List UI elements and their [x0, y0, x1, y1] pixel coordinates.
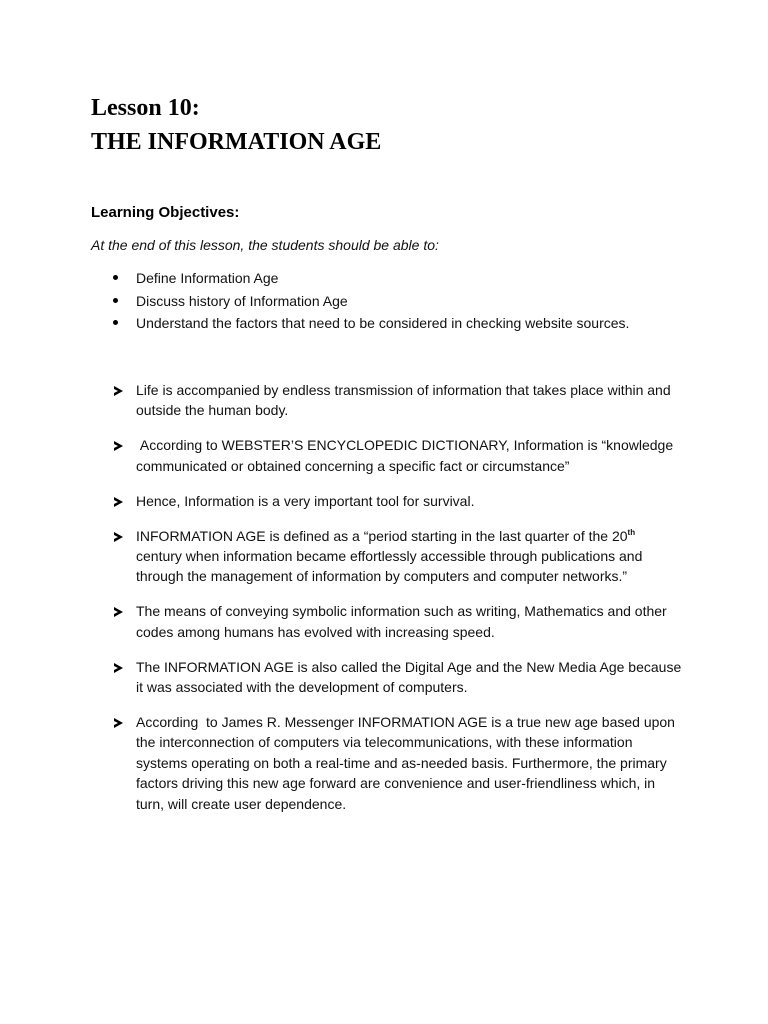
- bullet-dot-icon: [113, 320, 118, 325]
- key-point-text: Life is accompanied by endless transmission of information that takes place within and outside the human body.: [136, 382, 671, 419]
- key-point: [0, 435, 768, 476]
- arrow-bullet-icon: [114, 607, 123, 617]
- key-point-text: The means of conveying symbolic information such as writing, Mathematics and other codes among humans has evolved with increasing speed.: [136, 603, 667, 640]
- key-point-text: According to WEBSTER’S ENCYCLOPEDIC DICTIONARY, Information is “knowledge communicated or obtained concerning a specific fact or circumstance”: [136, 437, 677, 474]
- lesson-title: THE INFORMATION AGE: [91, 129, 382, 155]
- key-point-text: Hence, Information is a very important tool for survival.: [136, 492, 475, 509]
- objectives-list: [0, 269, 768, 337]
- ordinal-superscript: th: [627, 527, 636, 537]
- key-point-text: The INFORMATION AGE is also called the Digital Age and the New Media Age because it was associated with the development of computers.: [136, 658, 682, 695]
- key-point: [0, 657, 768, 698]
- key-points-list: [0, 380, 768, 828]
- key-point: [0, 380, 768, 421]
- lesson-number: Lesson 10:: [91, 95, 200, 121]
- arrow-bullet-icon: [114, 663, 123, 673]
- key-point: [0, 601, 768, 642]
- key-point-text-part: century when information became effortlessly accessible through publications and through the management of information by computers and computer networks.”: [136, 547, 643, 585]
- key-point-text: [136, 526, 684, 587]
- objective-item: [0, 292, 768, 315]
- objectives-intro: At the end of this lesson, the students should be able to:: [91, 237, 439, 253]
- bullet-dot-icon: [113, 275, 118, 280]
- objectives-heading: Learning Objectives:: [91, 204, 240, 221]
- objective-text: Understand the factors that need to be considered in checking website sources.: [136, 315, 630, 331]
- key-point-text: According to James R. Messenger INFORMATION AGE is a true new age based upon the interconnection of computers via telecommunications, with these information systems operating on both a real-time and as-needed basis. Furthermore, the primary factors driving this new age forward are convenience and user-friendliness which, in turn, will create user dependence.: [136, 713, 679, 812]
- key-point: [0, 712, 768, 814]
- key-point-text-part: INFORMATION AGE is defined as a “period starting in the last quarter of the 20: [136, 527, 628, 544]
- key-point: [0, 526, 768, 587]
- arrow-bullet-icon: [114, 497, 123, 507]
- arrow-bullet-icon: [114, 441, 123, 451]
- arrow-bullet-icon: [114, 386, 123, 396]
- objective-item: [0, 269, 768, 292]
- objective-text: Discuss history of Information Age: [136, 292, 348, 309]
- arrow-bullet-icon: [114, 718, 123, 728]
- bullet-dot-icon: [113, 298, 118, 303]
- key-point: [0, 491, 768, 511]
- objective-item: [0, 314, 768, 337]
- objective-text: Define Information Age: [136, 270, 279, 286]
- arrow-bullet-icon: [114, 532, 123, 542]
